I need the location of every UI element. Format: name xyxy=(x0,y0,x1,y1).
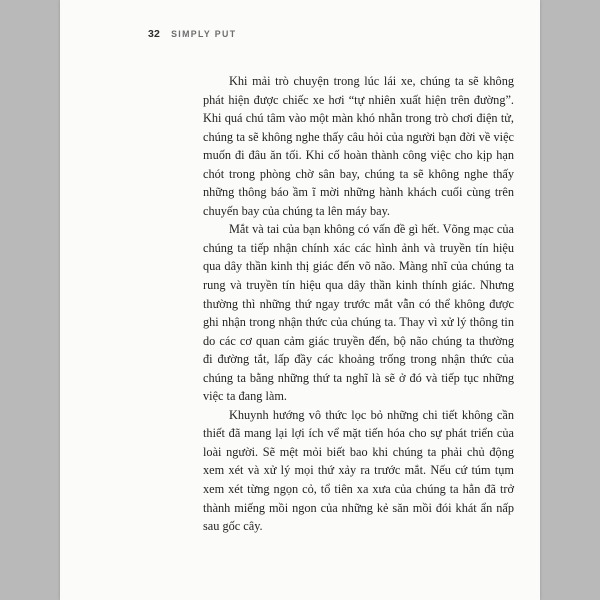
paragraph: Khuynh hướng vô thức lọc bỏ những chi tiết không cần thiết đã mang lại lợi ích vể mặt tiến hóa cho sự phát triển của loài người. Sẽ mệt mỏi biết bao khi chúng ta phải chủ động xem xét và xử lý mọi thứ xảy ra trước mắt. Nếu cứ túm tụm xem xét từng ngọn cỏ, tổ tiên xa xưa của chúng ta hẳn đã trở thành miếng mồi ngon của những kẻ săn mồi đói khát ẩn nấp sau gốc cây. xyxy=(203,407,514,534)
page-sheet xyxy=(60,0,540,600)
running-head xyxy=(148,28,236,40)
running-title: SIMPLY PUT xyxy=(171,29,237,39)
page-number: 32 xyxy=(148,28,161,40)
body-text xyxy=(203,72,514,536)
paragraph: Mắt và tai của bạn không có vấn đề gì hết. Võng mạc của chúng ta tiếp nhận chính xác các hình ảnh và truyền tín hiệu qua dây thần kinh thị giác đến võ não. Màng nhĩ của chúng ta rung và truyền tín hiệu qua dây thần kinh thính giác. Nhưng thường thì những thứ ngay trước mắt vẫn có thể không được ghi nhận trong nhận thức của chúng ta. Thay vì xử lý thông tin do các cơ quan cảm giác truyền đến, bộ não chúng ta thường đi đường tắt, lấp đầy các khoảng trống trong nhận thức của chúng ta bằng những thứ ta nghĩ là sẽ ở đó và tiếp tục những việc ta đang làm. xyxy=(203,222,514,404)
paragraph: Khi mải trò chuyện trong lúc lái xe, chúng ta sẽ không phát hiện được chiếc xe hơi “tự nhiên xuất hiện trên đường”. Khi quá chú tâm vào một màn khó nhằn trong trò chơi điện tử, chúng ta sẽ không nghe thấy câu hỏi của người bạn đời về việc muốn đi đâu ăn tối. Khi cố hoàn thành công việc cho kịp hạn chót trong phòng chờ sân bay, chúng ta sẽ không nghe thấy những thông báo ầm ĩ mời những hành khách cuối cùng trên chuyến bay của chúng ta lên máy bay. xyxy=(203,74,514,218)
